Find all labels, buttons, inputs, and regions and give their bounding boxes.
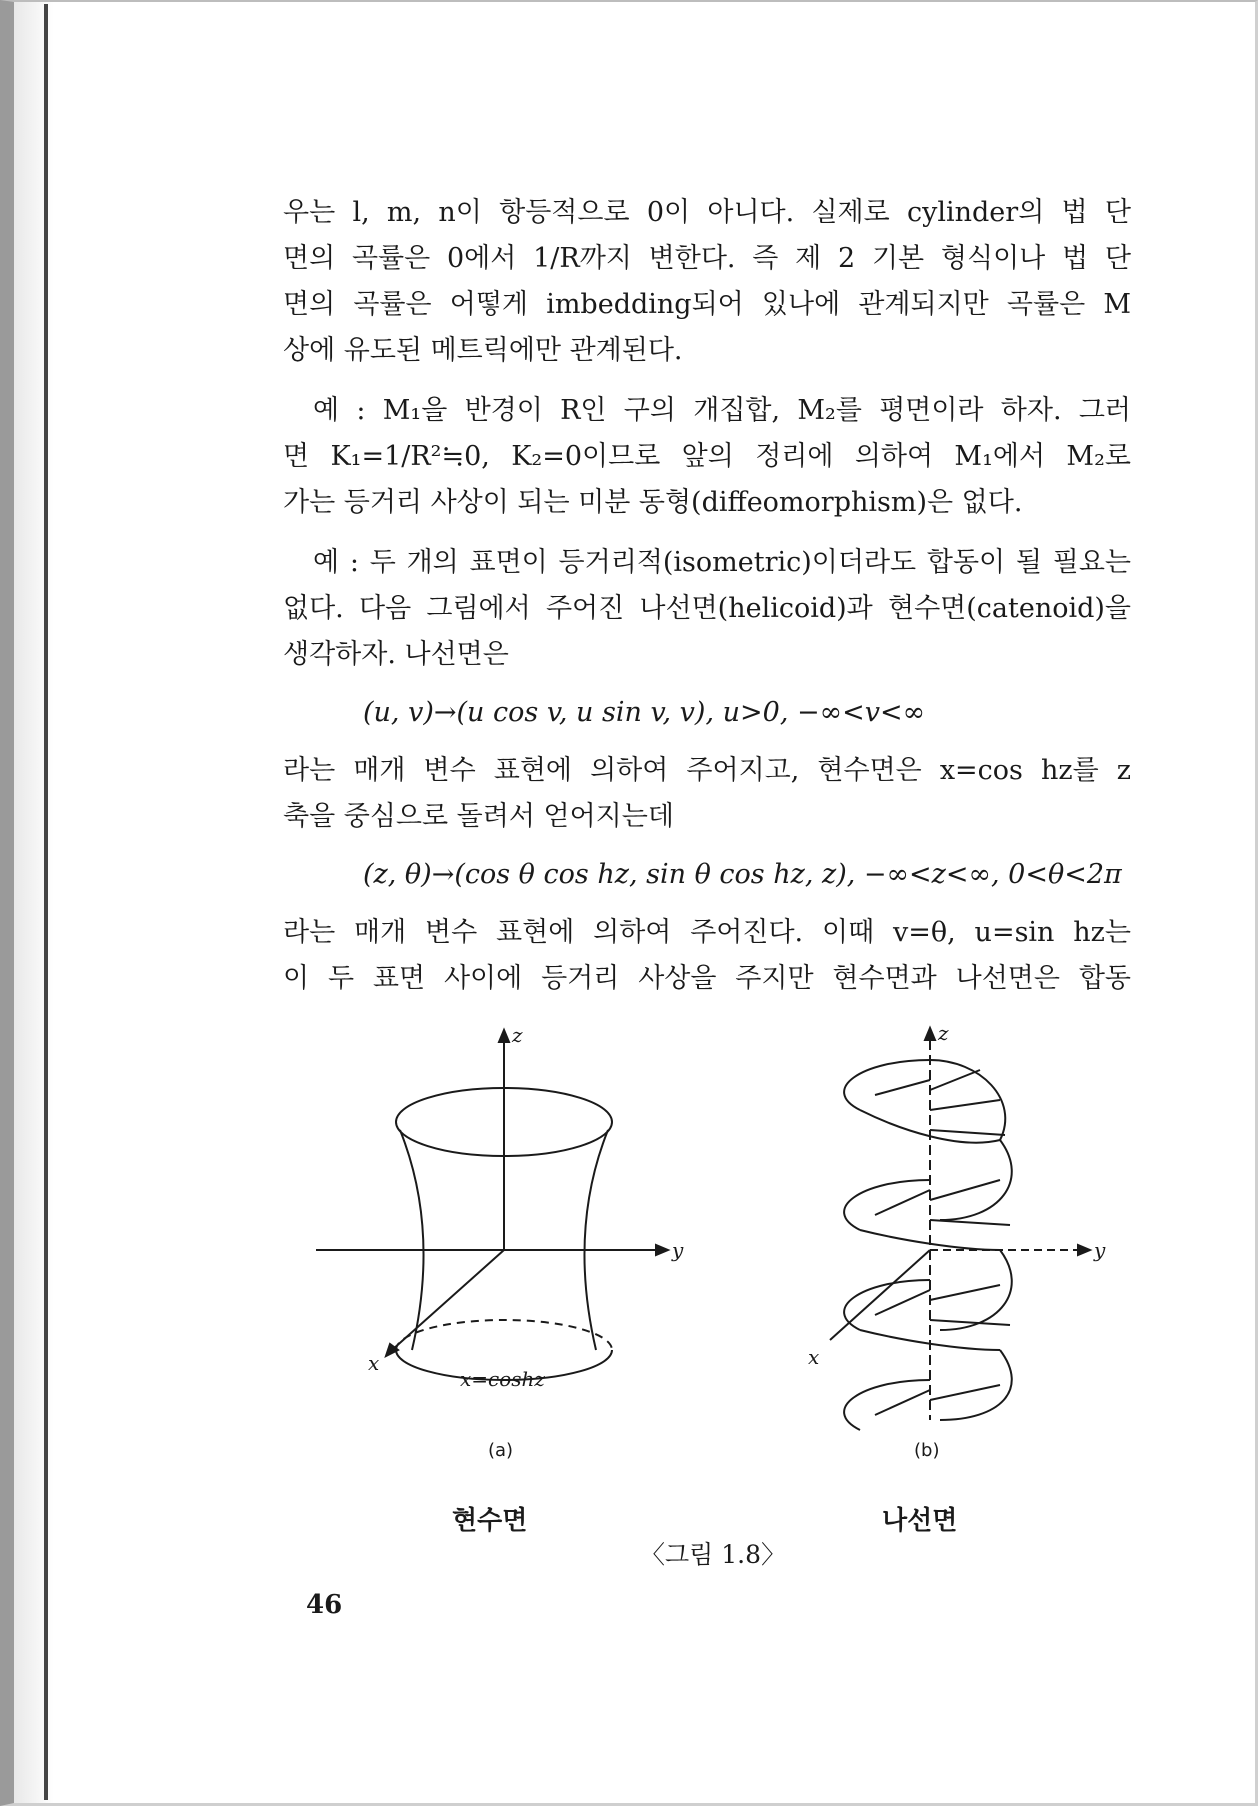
paragraph1-line1: 우는 l, m, n이 항등적으로 0이 아니다. 실제로 cylinder의 법 단 bbox=[283, 197, 1131, 228]
catenoid-drawing bbox=[316, 1030, 668, 1380]
paragraph3-line3: 생각하자. 나선면은 bbox=[283, 639, 509, 670]
book-spine bbox=[44, 4, 48, 1800]
catenoid-axis-z: z bbox=[512, 1023, 523, 1047]
body-text bbox=[283, 190, 1131, 1002]
helicoid-axis-z: z bbox=[938, 1021, 949, 1045]
helicoid-axis-x: x bbox=[808, 1345, 820, 1369]
paragraph5-line1: 라는 매개 변수 표현에 의하여 주어진다. 이때 v=θ, u=sin hz는 bbox=[283, 917, 1131, 948]
paragraph3-line2: 없다. 다음 그림에서 주어진 나선면(helicoid)과 현수면(catenoid)을 bbox=[283, 593, 1131, 624]
catenoid-formula: x=coshz bbox=[460, 1367, 545, 1391]
paragraph2-line3: 가는 등거리 사상이 되는 미분 동형(diffeomorphism)은 없다. bbox=[283, 487, 1023, 518]
figure-name-helicoid: 나선면 bbox=[882, 1506, 958, 1536]
paragraph5-line2: 이 두 표면 사이에 등거리 사상을 주지만 현수면과 나선면은 합동 bbox=[283, 963, 1131, 994]
figure-name-catenoid: 현수면 bbox=[452, 1506, 528, 1536]
paragraph1-line3: 면의 곡률은 어떻게 imbedding되어 있나에 관계되지만 곡률은 M bbox=[283, 289, 1131, 320]
helicoid-axis-y: y bbox=[1094, 1238, 1106, 1262]
paragraph4-line1: 라는 매개 변수 표현에 의하여 주어지고, 현수면은 x=cos hz를 z bbox=[283, 755, 1131, 786]
page-number: 46 bbox=[306, 1590, 343, 1620]
paragraph2-line2: 면 K₁=1/R²≒0, K₂=0이므로 앞의 정리에 의하여 M₁에서 M₂로 bbox=[283, 441, 1131, 472]
helicoid-drawing bbox=[830, 1028, 1090, 1430]
catenoid-axis-y: y bbox=[672, 1238, 684, 1262]
paragraph4-line2: 축을 중심으로 돌려서 얻어지는데 bbox=[283, 801, 674, 832]
figure-caption: 〈그림 1.8〉 bbox=[640, 1540, 787, 1569]
paragraph2-line1: 예 : M₁을 반경이 R인 구의 개집합, M₂를 평면이라 하자. 그러 bbox=[313, 395, 1131, 426]
paragraph1-line2: 면의 곡률은 0에서 1/R까지 변한다. 즉 제 2 기본 형식이나 법 단 bbox=[283, 243, 1131, 274]
paragraph1-line4: 상에 유도된 메트릭에만 관계된다. bbox=[283, 335, 683, 366]
equation-helicoid: (u, v)→(u cos v, u sin v, v), u>0, −∞<v<∞ bbox=[363, 697, 926, 728]
catenoid-axis-x: x bbox=[368, 1351, 380, 1375]
paragraph3-line1: 예 : 두 개의 표면이 등거리적(isometric)이더라도 합동이 될 필요는 bbox=[313, 547, 1131, 578]
figure-label-b: (b) bbox=[914, 1440, 940, 1461]
figure-drawing bbox=[300, 1020, 1140, 1500]
figure-1-8 bbox=[300, 1020, 1140, 1536]
figure-label-a: (a) bbox=[488, 1440, 514, 1461]
equation-catenoid: (z, θ)→(cos θ cos hz, sin θ cos hz, z), −∞<z<∞, 0<θ<2π bbox=[363, 859, 1122, 890]
